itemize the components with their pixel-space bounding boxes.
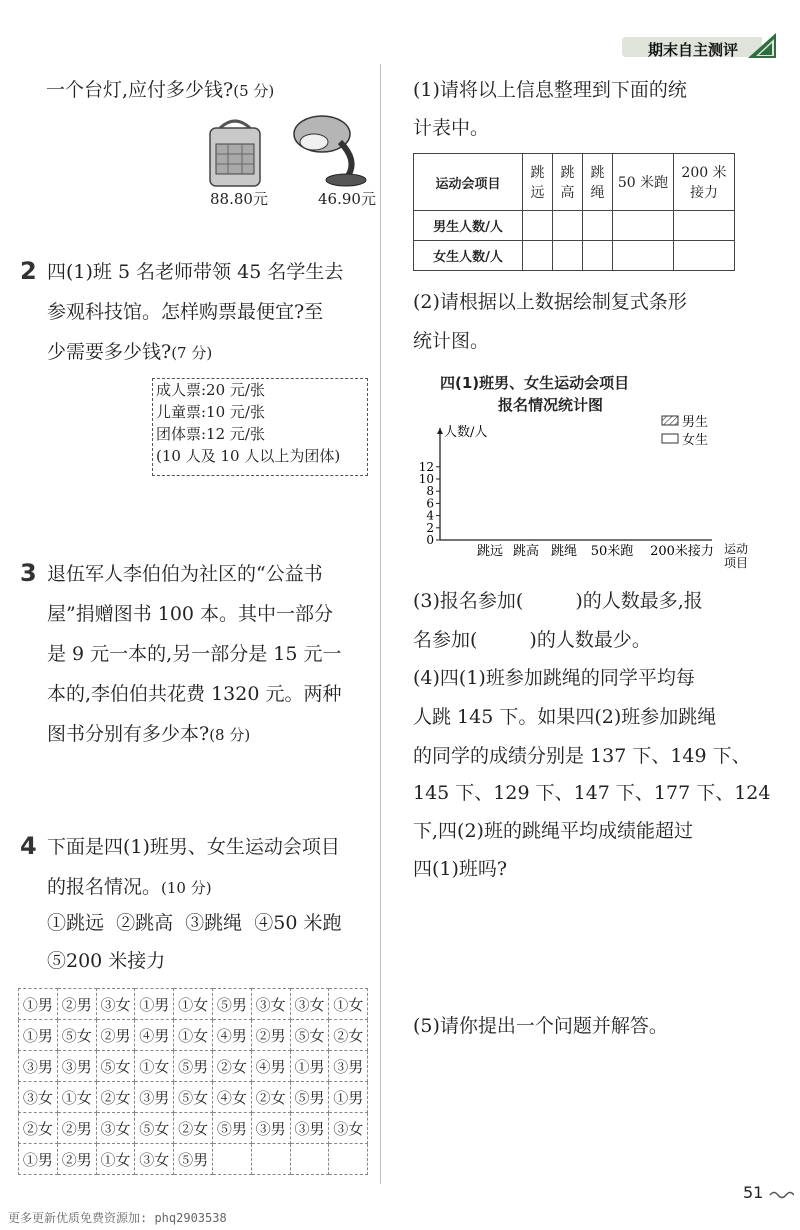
answer-cell[interactable] [553,241,583,271]
legend-label: 男生 [682,415,709,430]
table-row-label: 女生人数/人 [414,241,523,271]
table-header: 跳 高 [553,154,583,211]
grid-row [19,989,368,1020]
q3-line2: 屋”捐赠图书 100 本。其中一部分 [47,603,334,625]
grid-cell: ①女 [135,1051,174,1082]
grid-cell: ⑤男 [290,1082,329,1113]
table-header: 跳 远 [523,154,553,211]
y-axis-arrow [437,428,443,434]
grid-cell: ①女 [174,1020,213,1051]
q4-line2 [47,876,212,899]
p1-line2: 计表中。 [413,117,490,139]
q2-line2: 参观科技馆。怎样购票最便宜?至 [47,301,324,323]
q1-points: (5 分) [233,82,275,100]
y-axis-label: 人数/人 [444,425,488,440]
ticket-price-box [152,378,368,476]
footer-note: 更多更新优质免费资源加: phq2903538 [8,1211,227,1225]
grid-cell: ①男 [19,989,58,1020]
grid-cell: ③女 [96,1113,135,1144]
grid-row [19,1020,368,1051]
grid-cell: ④女 [212,1082,251,1113]
answer-cell[interactable] [583,211,613,241]
p4-line6: 四(1)班吗? [413,858,508,880]
q3-line1: 退伍军人李伯伯为社区的“公益书 [47,563,323,585]
grid-cell: ②女 [329,1020,368,1051]
question-number: 4 [20,832,37,860]
grid-cell: ①女 [174,989,213,1020]
grid-cell: ②男 [57,1113,96,1144]
q2-line1: 四(1)班 5 名老师带领 45 名学生去 [47,261,344,283]
grid-row [19,1051,368,1082]
grid-cell: ③男 [251,1113,290,1144]
q1-line [46,79,274,102]
q3-line5-text: 图书分别有多少本? [47,723,210,745]
p3-line2 [413,629,651,652]
grid-cell: ①男 [290,1051,329,1082]
answer-cell[interactable] [613,241,674,271]
x-axis-label-line2: 项目 [723,556,749,570]
answer-cell[interactable] [523,241,553,271]
answer-cell[interactable] [523,211,553,241]
grid-cell: ②男 [251,1020,290,1051]
legend-label: 女生 [682,433,709,448]
grid-cell: ④男 [135,1020,174,1051]
answer-cell[interactable] [674,241,735,271]
q2-line3-text: 少需要多少钱? [47,341,172,363]
section-header-tag [622,33,770,59]
p4-line3: 的同学的成绩分别是 137 下、149 下、 [413,745,751,767]
group-ticket: 团体票:12 元/张 [156,425,265,443]
grid-cell: ③男 [135,1082,174,1113]
desk-lamp-icon [292,112,372,190]
grid-cell: ⑤女 [290,1020,329,1051]
grid-cell: ⑤女 [174,1082,213,1113]
table-header: 50 米跑 [613,154,674,211]
grid-cell: ⑤男 [174,1144,213,1175]
grid-cell: ④男 [212,1020,251,1051]
q4-events-line1: ①跳远 ②跳高 ③跳绳 ④50 米跑 [47,912,342,934]
question-number: 3 [20,559,37,587]
x-axis-label-line1: 运动 [723,542,749,556]
grid-cell: ③男 [57,1051,96,1082]
p3-line1 [413,590,703,613]
grid-cell: ①女 [57,1082,96,1113]
p3-text-d: )的人数最少。 [529,629,651,651]
grid-cell: ①女 [329,989,368,1020]
grid-cell: ①男 [19,1144,58,1175]
x-tick-label: 跳高 [512,544,540,559]
grid-cell: ⑤女 [135,1113,174,1144]
p4-line2: 人跳 145 下。如果四(2)班参加跳绳 [413,706,717,728]
q3-line5 [47,723,250,746]
stats-table [413,153,735,271]
y-tick-label: 10 [418,472,434,486]
q3-points: (8 分) [209,726,251,744]
grid-cell: ②男 [57,989,96,1020]
p2-line1: (2)请根据以上数据绘制复式条形 [413,291,687,313]
y-tick-label: 12 [418,459,434,474]
grid-cell: ③女 [290,989,329,1020]
grid-cell: ④男 [251,1051,290,1082]
group-note: (10 人及 10 人以上为团体) [156,447,341,465]
p1-line1: (1)请将以上信息整理到下面的统 [413,79,687,101]
grid-row [19,1082,368,1113]
table-row-label: 男生人数/人 [414,211,523,241]
grid-cell: ③男 [290,1113,329,1144]
answer-cell[interactable] [583,241,613,271]
p5-line: (5)请你提出一个问题并解答。 [413,1015,668,1037]
q4-events-line2: ⑤200 米接力 [47,950,166,972]
grid-cell: ①女 [96,1144,135,1175]
grid-cell: ②女 [251,1082,290,1113]
grid-cell: ⑤男 [212,1113,251,1144]
grid-cell: ②女 [19,1113,58,1144]
grid-cell: ②男 [57,1144,96,1175]
grid-cell: ③女 [251,989,290,1020]
x-tick-label: 50米跑 [590,544,634,559]
p4-line4: 145 下、129 下、147 下、177 下、124 [413,782,771,804]
grid-cell: ①男 [135,989,174,1020]
table-header: 跳 绳 [583,154,613,211]
answer-cell[interactable] [613,211,674,241]
y-tick-label: 2 [426,520,434,535]
wave-ornament-icon [768,1189,794,1199]
child-ticket: 儿童票:10 元/张 [156,403,265,421]
y-tick-label: 0 [426,533,434,547]
grid-cell: ①男 [19,1020,58,1051]
q4-line2-text: 的报名情况。 [47,876,162,898]
grid-cell: ③女 [96,989,135,1020]
p3-text-c: 名参加( [413,629,478,651]
grid-cell: ⑤女 [96,1051,135,1082]
lamp-price: 46.90元 [318,190,376,208]
table-corner: 运动会项目 [414,154,523,211]
q2-line3 [47,341,212,364]
grid-cell [251,1144,290,1175]
q4-points: (10 分) [161,879,212,897]
y-tick-label: 6 [426,496,434,511]
question-number: 2 [20,257,37,285]
grid-row [19,1113,368,1144]
q3-line4: 本的,李伯伯共花费 1320 元。两种 [47,683,342,705]
grid-cell: ③女 [19,1082,58,1113]
p4-line1: (4)四(1)班参加跳绳的同学平均每 [413,667,695,689]
grid-cell: ③女 [135,1144,174,1175]
p3-text-b: )的人数最多,报 [575,590,703,612]
x-tick-label: 跳远 [476,544,504,559]
grid-cell [290,1144,329,1175]
adult-ticket: 成人票:20 元/张 [156,381,265,399]
table-header: 200 米 接力 [674,154,735,211]
answer-cell[interactable] [553,211,583,241]
grid-cell [329,1144,368,1175]
p2-line2: 统计图。 [413,330,490,352]
grid-cell: ⑤男 [174,1051,213,1082]
y-tick-label: 4 [426,508,434,523]
page-number-text: 51 [743,1183,764,1202]
q4-line1: 下面是四(1)班男、女生运动会项目 [47,836,340,858]
legend-swatch [662,434,678,443]
x-tick-label: 200米接力 [650,544,714,559]
grid-cell: ②男 [96,1020,135,1051]
chart-subtitle: 报名情况统计图 [498,396,604,414]
registration-grid [18,988,368,1175]
grid-row [19,1144,368,1175]
p4-line5: 下,四(2)班的跳绳平均成绩能超过 [413,820,693,842]
page-number [743,1183,794,1202]
grid-cell: ②女 [96,1082,135,1113]
bag-price: 88.80元 [210,190,268,208]
grid-cell [212,1144,251,1175]
x-tick-label: 跳绳 [550,544,578,559]
q1-text: 一个台灯,应付多少钱? [46,79,234,101]
chart-title: 四(1)班男、女生运动会项目 [440,374,630,392]
grid-cell: ⑤男 [212,989,251,1020]
p3-text-a: (3)报名参加( [413,590,524,612]
grid-cell: ③女 [329,1113,368,1144]
triangle-ruler-icon [744,31,780,61]
legend-swatch [662,416,678,425]
q2-points: (7 分) [171,344,213,362]
grid-cell: ②女 [174,1113,213,1144]
y-tick-label: 8 [426,484,434,499]
grid-cell: ③男 [19,1051,58,1082]
grid-cell: ②女 [212,1051,251,1082]
grid-cell: ⑤女 [57,1020,96,1051]
bar-chart [412,410,762,580]
column-divider [380,64,381,1184]
answer-cell[interactable] [674,211,735,241]
grid-cell: ①男 [329,1082,368,1113]
section-title: 期末自主测评 [648,41,739,59]
grid-cell: ③男 [329,1051,368,1082]
backpack-icon [202,118,268,188]
q3-line3: 是 9 元一本的,另一部分是 15 元一 [47,643,342,665]
